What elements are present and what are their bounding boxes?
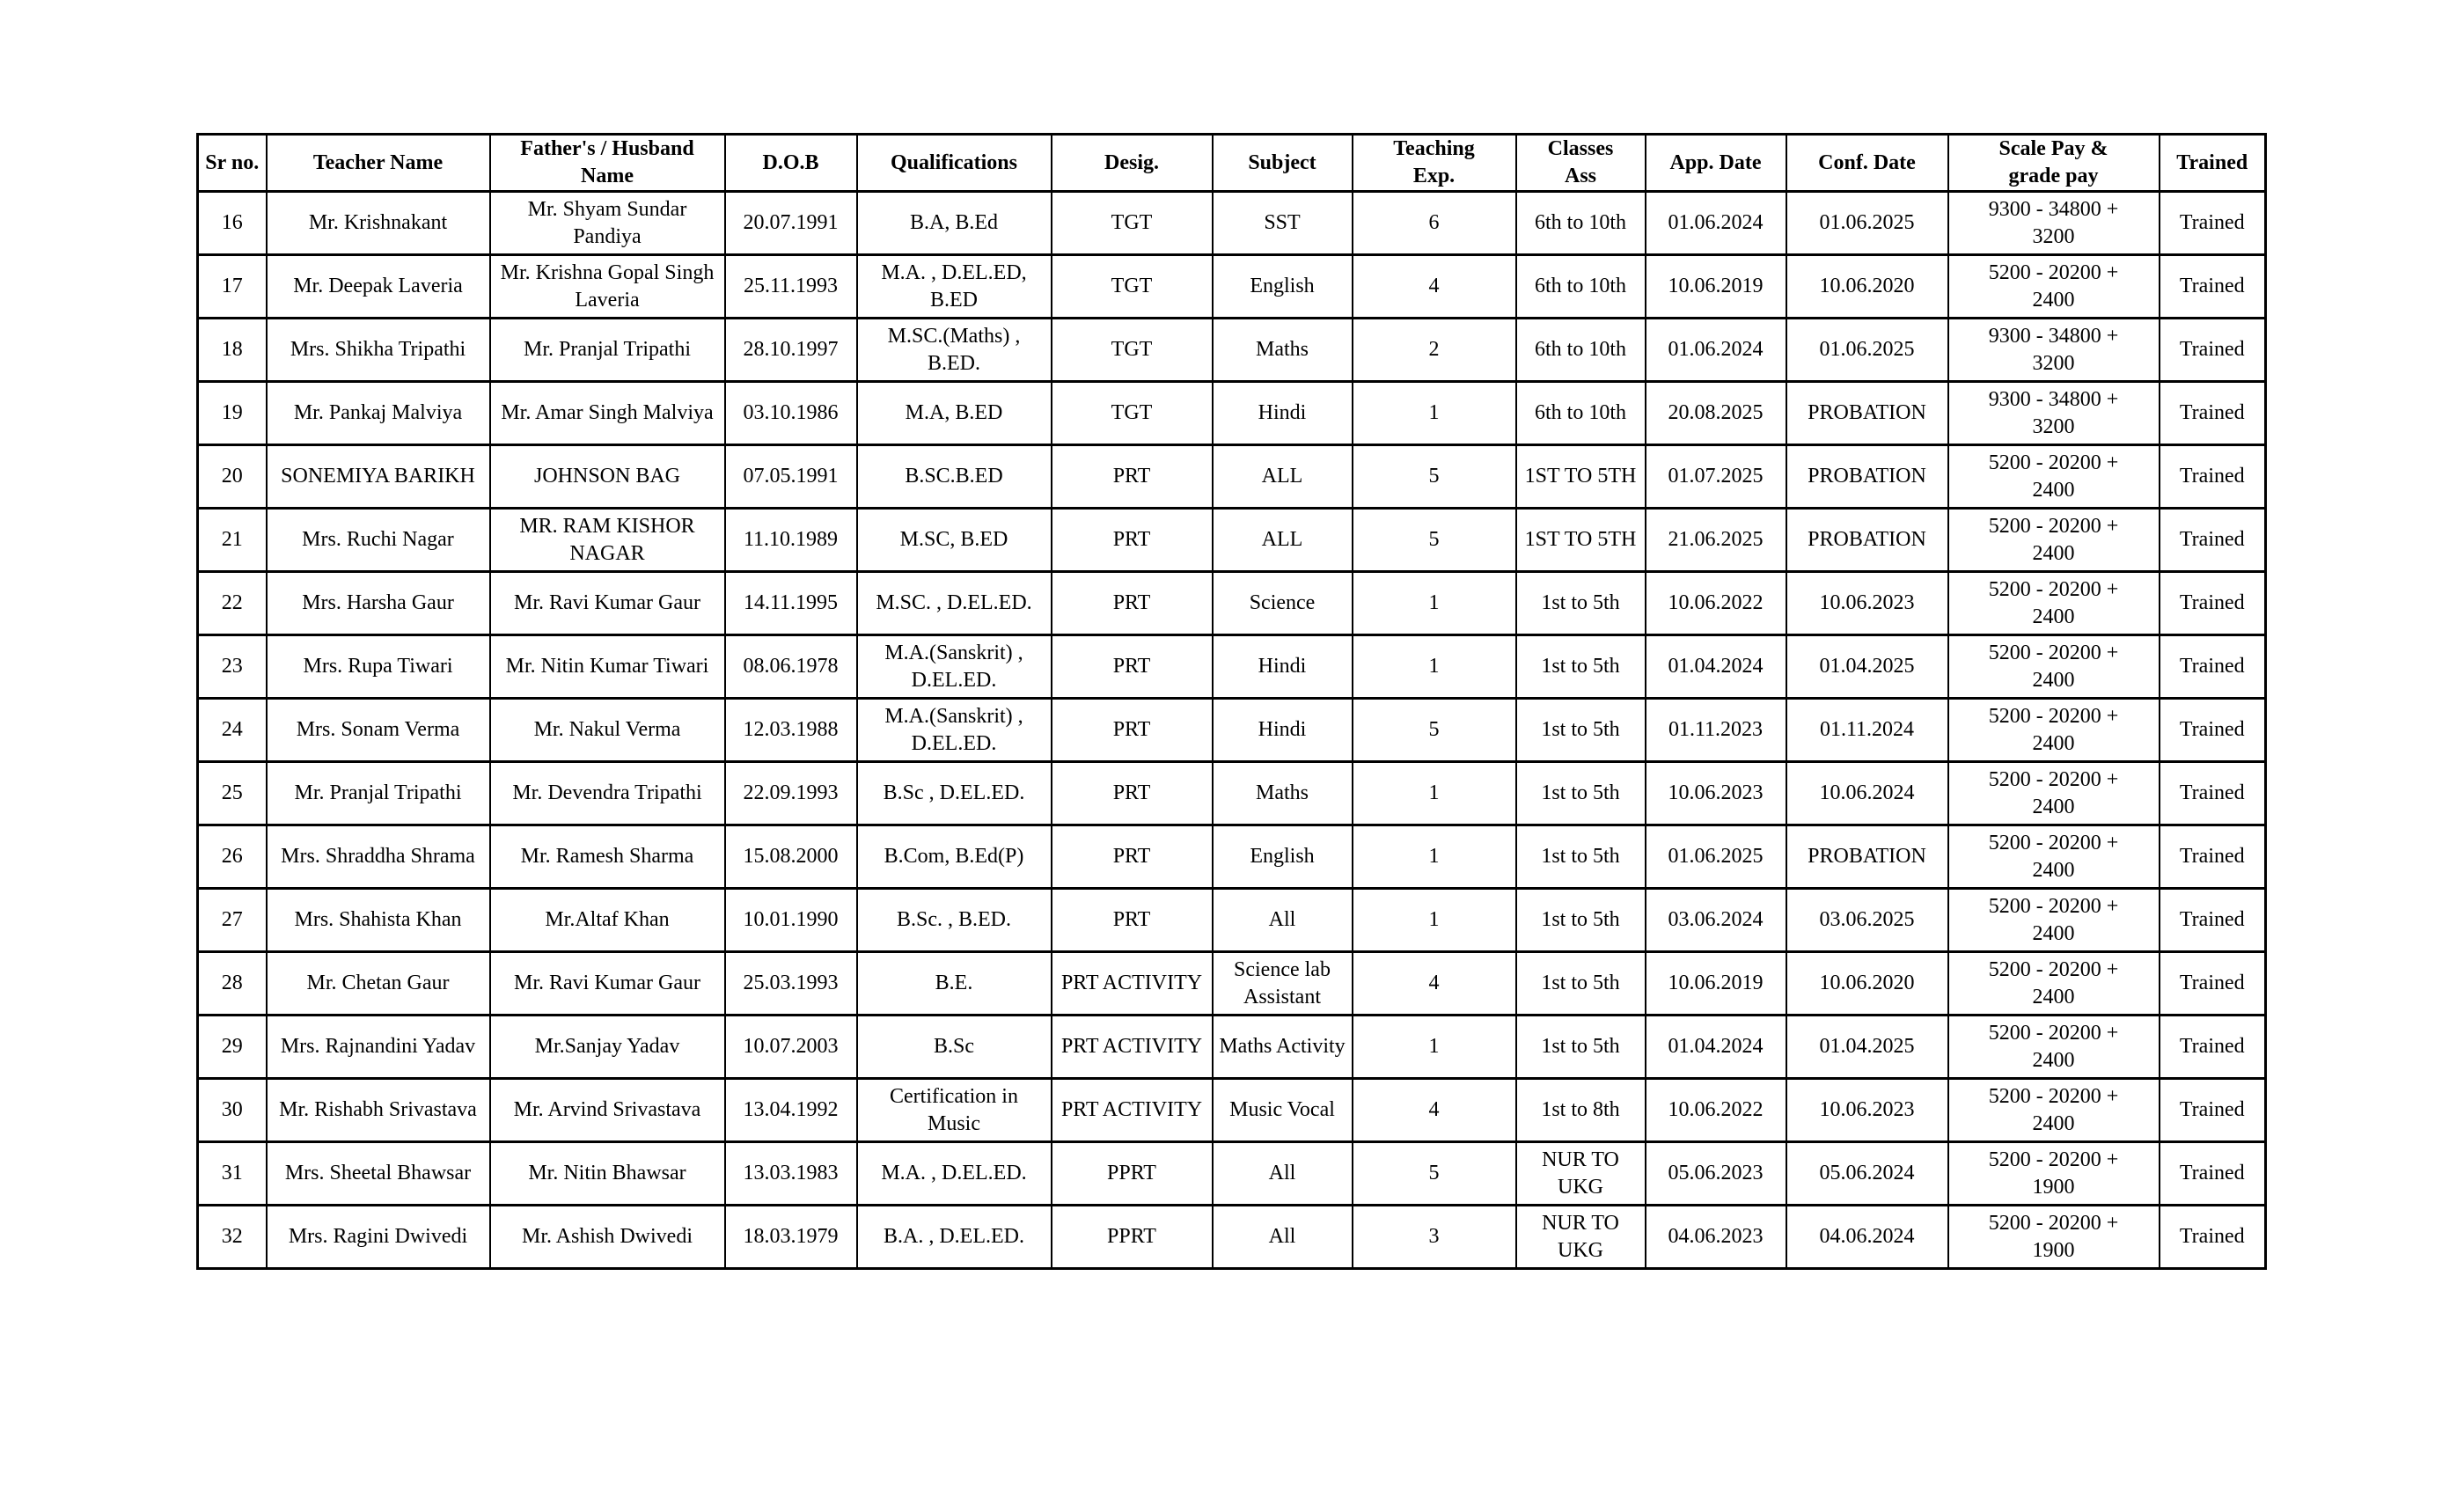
subject-cell: English <box>1213 825 1353 889</box>
app-date-cell: 05.06.2023 <box>1646 1142 1786 1206</box>
sr-no-cell: 20 <box>198 445 267 509</box>
teacher-records-table <box>196 133 2267 1270</box>
teacher-name-cell: Mrs. Sonam Verma <box>267 699 490 762</box>
dob-cell: 25.11.1993 <box>725 255 857 319</box>
table-row <box>198 319 2266 382</box>
trained-cell: Trained <box>2160 382 2266 445</box>
teaching-exp-cell: 2 <box>1353 319 1516 382</box>
teacher-name-cell: Mrs. Harsha Gaur <box>267 572 490 635</box>
teaching-exp-cell: 6 <box>1353 192 1516 255</box>
father-husband-name-cell: Mr. Ravi Kumar Gaur <box>490 572 725 635</box>
subject-cell: Hindi <box>1213 635 1353 699</box>
sr-no-cell: 29 <box>198 1016 267 1079</box>
scale-pay-cell: 9300 - 34800 + 3200 <box>1948 319 2160 382</box>
table-row <box>198 1016 2266 1079</box>
trained-cell: Trained <box>2160 762 2266 825</box>
designation-cell: TGT <box>1052 319 1213 382</box>
dob-cell: 03.10.1986 <box>725 382 857 445</box>
qualifications-cell: M.A.(Sanskrit) , D.EL.ED. <box>857 699 1052 762</box>
dob-cell: 13.03.1983 <box>725 1142 857 1206</box>
father-husband-name-cell: Mr. Nakul Verma <box>490 699 725 762</box>
header-father-husband-name: Father's / Husband Name <box>490 135 725 192</box>
table-row <box>198 192 2266 255</box>
teacher-name-cell: Mr. Pankaj Malviya <box>267 382 490 445</box>
father-husband-name-cell: Mr. Pranjal Tripathi <box>490 319 725 382</box>
header-designation: Desig. <box>1052 135 1213 192</box>
designation-cell: PRT ACTIVITY <box>1052 1079 1213 1142</box>
teaching-exp-cell: 5 <box>1353 1142 1516 1206</box>
father-husband-name-cell: Mr. Ravi Kumar Gaur <box>490 952 725 1016</box>
classes-assigned-cell: NUR TO UKG <box>1516 1142 1646 1206</box>
father-husband-name-cell: Mr.Sanjay Yadav <box>490 1016 725 1079</box>
trained-cell: Trained <box>2160 255 2266 319</box>
teaching-exp-cell: 5 <box>1353 699 1516 762</box>
scale-pay-cell: 5200 - 20200 + 2400 <box>1948 699 2160 762</box>
trained-cell: Trained <box>2160 445 2266 509</box>
subject-cell: Science lab Assistant <box>1213 952 1353 1016</box>
qualifications-cell: M.A, B.ED <box>857 382 1052 445</box>
teacher-name-cell: Mrs. Shahista Khan <box>267 889 490 952</box>
father-husband-name-cell: Mr. Ashish Dwivedi <box>490 1206 725 1269</box>
app-date-cell: 20.08.2025 <box>1646 382 1786 445</box>
conf-date-cell: 05.06.2024 <box>1786 1142 1948 1206</box>
teacher-name-cell: Mr. Chetan Gaur <box>267 952 490 1016</box>
classes-assigned-cell: 6th to 10th <box>1516 192 1646 255</box>
teacher-name-cell: Mr. Deepak Laveria <box>267 255 490 319</box>
father-husband-name-cell: Mr. Nitin Kumar Tiwari <box>490 635 725 699</box>
scale-pay-cell: 5200 - 20200 + 2400 <box>1948 1016 2160 1079</box>
sr-no-cell: 32 <box>198 1206 267 1269</box>
dob-cell: 15.08.2000 <box>725 825 857 889</box>
sr-no-cell: 31 <box>198 1142 267 1206</box>
classes-assigned-cell: 6th to 10th <box>1516 319 1646 382</box>
header-qualifications: Qualifications <box>857 135 1052 192</box>
subject-cell: English <box>1213 255 1353 319</box>
conf-date-cell: 04.06.2024 <box>1786 1206 1948 1269</box>
dob-cell: 18.03.1979 <box>725 1206 857 1269</box>
header-teacher-name: Teacher Name <box>267 135 490 192</box>
app-date-cell: 01.11.2023 <box>1646 699 1786 762</box>
teaching-exp-cell: 4 <box>1353 255 1516 319</box>
designation-cell: PRT <box>1052 699 1213 762</box>
teaching-exp-cell: 5 <box>1353 509 1516 572</box>
teaching-exp-cell: 1 <box>1353 1016 1516 1079</box>
conf-date-cell: PROBATION <box>1786 382 1948 445</box>
table-row <box>198 889 2266 952</box>
father-husband-name-cell: Mr. Krishna Gopal Singh Laveria <box>490 255 725 319</box>
table-row <box>198 825 2266 889</box>
sr-no-cell: 18 <box>198 319 267 382</box>
app-date-cell: 01.04.2024 <box>1646 1016 1786 1079</box>
designation-cell: PRT <box>1052 635 1213 699</box>
qualifications-cell: B.E. <box>857 952 1052 1016</box>
dob-cell: 10.07.2003 <box>725 1016 857 1079</box>
trained-cell: Trained <box>2160 825 2266 889</box>
designation-cell: PPRT <box>1052 1142 1213 1206</box>
dob-cell: 12.03.1988 <box>725 699 857 762</box>
scale-pay-cell: 9300 - 34800 + 3200 <box>1948 382 2160 445</box>
app-date-cell: 01.04.2024 <box>1646 635 1786 699</box>
trained-cell: Trained <box>2160 1079 2266 1142</box>
app-date-cell: 01.06.2024 <box>1646 319 1786 382</box>
designation-cell: PRT <box>1052 445 1213 509</box>
conf-date-cell: 01.11.2024 <box>1786 699 1948 762</box>
app-date-cell: 01.07.2025 <box>1646 445 1786 509</box>
dob-cell: 07.05.1991 <box>725 445 857 509</box>
classes-assigned-cell: 1st to 5th <box>1516 635 1646 699</box>
teacher-name-cell: Mr. Rishabh Srivastava <box>267 1079 490 1142</box>
trained-cell: Trained <box>2160 192 2266 255</box>
scale-pay-cell: 5200 - 20200 + 2400 <box>1948 572 2160 635</box>
conf-date-cell: 10.06.2020 <box>1786 952 1948 1016</box>
classes-assigned-cell: 1st to 5th <box>1516 699 1646 762</box>
sr-no-cell: 23 <box>198 635 267 699</box>
teaching-exp-cell: 5 <box>1353 445 1516 509</box>
sr-no-cell: 21 <box>198 509 267 572</box>
conf-date-cell: PROBATION <box>1786 825 1948 889</box>
header-teaching-exp: Teaching Exp. <box>1353 135 1516 192</box>
teacher-records-sheet <box>196 133 2264 1270</box>
scale-pay-cell: 5200 - 20200 + 2400 <box>1948 889 2160 952</box>
classes-assigned-cell: 1st to 5th <box>1516 762 1646 825</box>
conf-date-cell: PROBATION <box>1786 445 1948 509</box>
classes-assigned-cell: 1st to 8th <box>1516 1079 1646 1142</box>
dob-cell: 22.09.1993 <box>725 762 857 825</box>
table-row <box>198 699 2266 762</box>
header-trained: Trained <box>2160 135 2266 192</box>
table-row <box>198 1079 2266 1142</box>
scale-pay-cell: 9300 - 34800 + 3200 <box>1948 192 2160 255</box>
qualifications-cell: B.Sc , D.EL.ED. <box>857 762 1052 825</box>
designation-cell: TGT <box>1052 255 1213 319</box>
sr-no-cell: 26 <box>198 825 267 889</box>
sr-no-cell: 16 <box>198 192 267 255</box>
sr-no-cell: 17 <box>198 255 267 319</box>
header-app-date: App. Date <box>1646 135 1786 192</box>
classes-assigned-cell: 1st to 5th <box>1516 572 1646 635</box>
father-husband-name-cell: MR. RAM KISHOR NAGAR <box>490 509 725 572</box>
teacher-name-cell: Mr. Pranjal Tripathi <box>267 762 490 825</box>
header-classes-assigned: Classes Ass <box>1516 135 1646 192</box>
header-scale-pay: Scale Pay & grade pay <box>1948 135 2160 192</box>
dob-cell: 11.10.1989 <box>725 509 857 572</box>
classes-assigned-cell: 1st to 5th <box>1516 889 1646 952</box>
dob-cell: 08.06.1978 <box>725 635 857 699</box>
scale-pay-cell: 5200 - 20200 + 2400 <box>1948 445 2160 509</box>
father-husband-name-cell: Mr. Ramesh Sharma <box>490 825 725 889</box>
header-conf-date: Conf. Date <box>1786 135 1948 192</box>
conf-date-cell: 10.06.2024 <box>1786 762 1948 825</box>
teacher-name-cell: Mrs. Ragini Dwivedi <box>267 1206 490 1269</box>
qualifications-cell: M.SC, B.ED <box>857 509 1052 572</box>
conf-date-cell: 03.06.2025 <box>1786 889 1948 952</box>
dob-cell: 14.11.1995 <box>725 572 857 635</box>
conf-date-cell: 01.04.2025 <box>1786 635 1948 699</box>
subject-cell: Maths Activity <box>1213 1016 1353 1079</box>
dob-cell: 20.07.1991 <box>725 192 857 255</box>
conf-date-cell: 01.06.2025 <box>1786 192 1948 255</box>
sr-no-cell: 27 <box>198 889 267 952</box>
sr-no-cell: 19 <box>198 382 267 445</box>
app-date-cell: 10.06.2019 <box>1646 952 1786 1016</box>
conf-date-cell: 10.06.2023 <box>1786 1079 1948 1142</box>
subject-cell: Maths <box>1213 762 1353 825</box>
father-husband-name-cell: JOHNSON BAG <box>490 445 725 509</box>
trained-cell: Trained <box>2160 319 2266 382</box>
subject-cell: ALL <box>1213 509 1353 572</box>
dob-cell: 25.03.1993 <box>725 952 857 1016</box>
trained-cell: Trained <box>2160 635 2266 699</box>
subject-cell: All <box>1213 1142 1353 1206</box>
teacher-name-cell: Mrs. Shraddha Shrama <box>267 825 490 889</box>
classes-assigned-cell: 1ST TO 5TH <box>1516 509 1646 572</box>
designation-cell: PRT <box>1052 889 1213 952</box>
scale-pay-cell: 5200 - 20200 + 2400 <box>1948 762 2160 825</box>
app-date-cell: 04.06.2023 <box>1646 1206 1786 1269</box>
trained-cell: Trained <box>2160 889 2266 952</box>
teacher-name-cell: Mrs. Ruchi Nagar <box>267 509 490 572</box>
sr-no-cell: 25 <box>198 762 267 825</box>
table-row <box>198 445 2266 509</box>
qualifications-cell: M.A. , D.EL.ED. <box>857 1142 1052 1206</box>
teaching-exp-cell: 4 <box>1353 952 1516 1016</box>
trained-cell: Trained <box>2160 509 2266 572</box>
qualifications-cell: B.SC.B.ED <box>857 445 1052 509</box>
sr-no-cell: 30 <box>198 1079 267 1142</box>
conf-date-cell: 01.06.2025 <box>1786 319 1948 382</box>
table-row <box>198 1206 2266 1269</box>
designation-cell: TGT <box>1052 382 1213 445</box>
app-date-cell: 10.06.2022 <box>1646 1079 1786 1142</box>
header-subject: Subject <box>1213 135 1353 192</box>
sr-no-cell: 22 <box>198 572 267 635</box>
app-date-cell: 10.06.2019 <box>1646 255 1786 319</box>
conf-date-cell: 10.06.2020 <box>1786 255 1948 319</box>
father-husband-name-cell: Mr.Altaf Khan <box>490 889 725 952</box>
designation-cell: TGT <box>1052 192 1213 255</box>
teacher-name-cell: Mr. Krishnakant <box>267 192 490 255</box>
header-dob: D.O.B <box>725 135 857 192</box>
teaching-exp-cell: 1 <box>1353 572 1516 635</box>
trained-cell: Trained <box>2160 572 2266 635</box>
teaching-exp-cell: 1 <box>1353 825 1516 889</box>
app-date-cell: 10.06.2022 <box>1646 572 1786 635</box>
designation-cell: PRT <box>1052 762 1213 825</box>
scale-pay-cell: 5200 - 20200 + 1900 <box>1948 1142 2160 1206</box>
qualifications-cell: M.A.(Sanskrit) , D.EL.ED. <box>857 635 1052 699</box>
qualifications-cell: M.A. , D.EL.ED, B.ED <box>857 255 1052 319</box>
qualifications-cell: B.A. , D.EL.ED. <box>857 1206 1052 1269</box>
father-husband-name-cell: Mr. Amar Singh Malviya <box>490 382 725 445</box>
app-date-cell: 21.06.2025 <box>1646 509 1786 572</box>
teaching-exp-cell: 1 <box>1353 762 1516 825</box>
classes-assigned-cell: 1st to 5th <box>1516 952 1646 1016</box>
subject-cell: Science <box>1213 572 1353 635</box>
scale-pay-cell: 5200 - 20200 + 2400 <box>1948 635 2160 699</box>
subject-cell: Hindi <box>1213 382 1353 445</box>
qualifications-cell: B.A, B.Ed <box>857 192 1052 255</box>
table-row <box>198 382 2266 445</box>
trained-cell: Trained <box>2160 1016 2266 1079</box>
conf-date-cell: PROBATION <box>1786 509 1948 572</box>
sr-no-cell: 28 <box>198 952 267 1016</box>
father-husband-name-cell: Mr. Devendra Tripathi <box>490 762 725 825</box>
scale-pay-cell: 5200 - 20200 + 2400 <box>1948 509 2160 572</box>
conf-date-cell: 10.06.2023 <box>1786 572 1948 635</box>
father-husband-name-cell: Mr. Shyam Sundar Pandiya <box>490 192 725 255</box>
trained-cell: Trained <box>2160 1142 2266 1206</box>
subject-cell: All <box>1213 889 1353 952</box>
subject-cell: Music Vocal <box>1213 1079 1353 1142</box>
qualifications-cell: Certification in Music <box>857 1079 1052 1142</box>
designation-cell: PRT <box>1052 509 1213 572</box>
scale-pay-cell: 5200 - 20200 + 2400 <box>1948 255 2160 319</box>
designation-cell: PRT ACTIVITY <box>1052 952 1213 1016</box>
scale-pay-cell: 5200 - 20200 + 2400 <box>1948 952 2160 1016</box>
designation-cell: PRT <box>1052 572 1213 635</box>
table-row <box>198 1142 2266 1206</box>
table-row <box>198 762 2266 825</box>
classes-assigned-cell: 6th to 10th <box>1516 255 1646 319</box>
designation-cell: PRT ACTIVITY <box>1052 1016 1213 1079</box>
classes-assigned-cell: 1st to 5th <box>1516 825 1646 889</box>
dob-cell: 13.04.1992 <box>725 1079 857 1142</box>
trained-cell: Trained <box>2160 1206 2266 1269</box>
app-date-cell: 03.06.2024 <box>1646 889 1786 952</box>
subject-cell: All <box>1213 1206 1353 1269</box>
classes-assigned-cell: 1ST TO 5TH <box>1516 445 1646 509</box>
teacher-name-cell: Mrs. Shikha Tripathi <box>267 319 490 382</box>
subject-cell: SST <box>1213 192 1353 255</box>
designation-cell: PRT <box>1052 825 1213 889</box>
scale-pay-cell: 5200 - 20200 + 1900 <box>1948 1206 2160 1269</box>
trained-cell: Trained <box>2160 952 2266 1016</box>
teaching-exp-cell: 4 <box>1353 1079 1516 1142</box>
table-row <box>198 572 2266 635</box>
teaching-exp-cell: 1 <box>1353 635 1516 699</box>
teaching-exp-cell: 3 <box>1353 1206 1516 1269</box>
classes-assigned-cell: 1st to 5th <box>1516 1016 1646 1079</box>
teaching-exp-cell: 1 <box>1353 889 1516 952</box>
app-date-cell: 10.06.2023 <box>1646 762 1786 825</box>
table-row <box>198 509 2266 572</box>
dob-cell: 10.01.1990 <box>725 889 857 952</box>
teacher-name-cell: Mrs. Rajnandini Yadav <box>267 1016 490 1079</box>
app-date-cell: 01.06.2024 <box>1646 192 1786 255</box>
teacher-name-cell: SONEMIYA BARIKH <box>267 445 490 509</box>
teacher-name-cell: Mrs. Sheetal Bhawsar <box>267 1142 490 1206</box>
father-husband-name-cell: Mr. Arvind Srivastava <box>490 1079 725 1142</box>
teacher-name-cell: Mrs. Rupa Tiwari <box>267 635 490 699</box>
subject-cell: ALL <box>1213 445 1353 509</box>
conf-date-cell: 01.04.2025 <box>1786 1016 1948 1079</box>
header-row <box>198 135 2266 192</box>
classes-assigned-cell: 6th to 10th <box>1516 382 1646 445</box>
table-body <box>198 192 2266 1269</box>
qualifications-cell: M.SC. , D.EL.ED. <box>857 572 1052 635</box>
trained-cell: Trained <box>2160 699 2266 762</box>
app-date-cell: 01.06.2025 <box>1646 825 1786 889</box>
table-row <box>198 635 2266 699</box>
sr-no-cell: 24 <box>198 699 267 762</box>
qualifications-cell: B.Com, B.Ed(P) <box>857 825 1052 889</box>
table-row <box>198 952 2266 1016</box>
teaching-exp-cell: 1 <box>1353 382 1516 445</box>
scale-pay-cell: 5200 - 20200 + 2400 <box>1948 1079 2160 1142</box>
qualifications-cell: B.Sc. , B.ED. <box>857 889 1052 952</box>
scale-pay-cell: 5200 - 20200 + 2400 <box>1948 825 2160 889</box>
subject-cell: Maths <box>1213 319 1353 382</box>
table-row <box>198 255 2266 319</box>
dob-cell: 28.10.1997 <box>725 319 857 382</box>
father-husband-name-cell: Mr. Nitin Bhawsar <box>490 1142 725 1206</box>
subject-cell: Hindi <box>1213 699 1353 762</box>
header-sr-no: Sr no. <box>198 135 267 192</box>
classes-assigned-cell: NUR TO UKG <box>1516 1206 1646 1269</box>
qualifications-cell: M.SC.(Maths) , B.ED. <box>857 319 1052 382</box>
qualifications-cell: B.Sc <box>857 1016 1052 1079</box>
designation-cell: PPRT <box>1052 1206 1213 1269</box>
